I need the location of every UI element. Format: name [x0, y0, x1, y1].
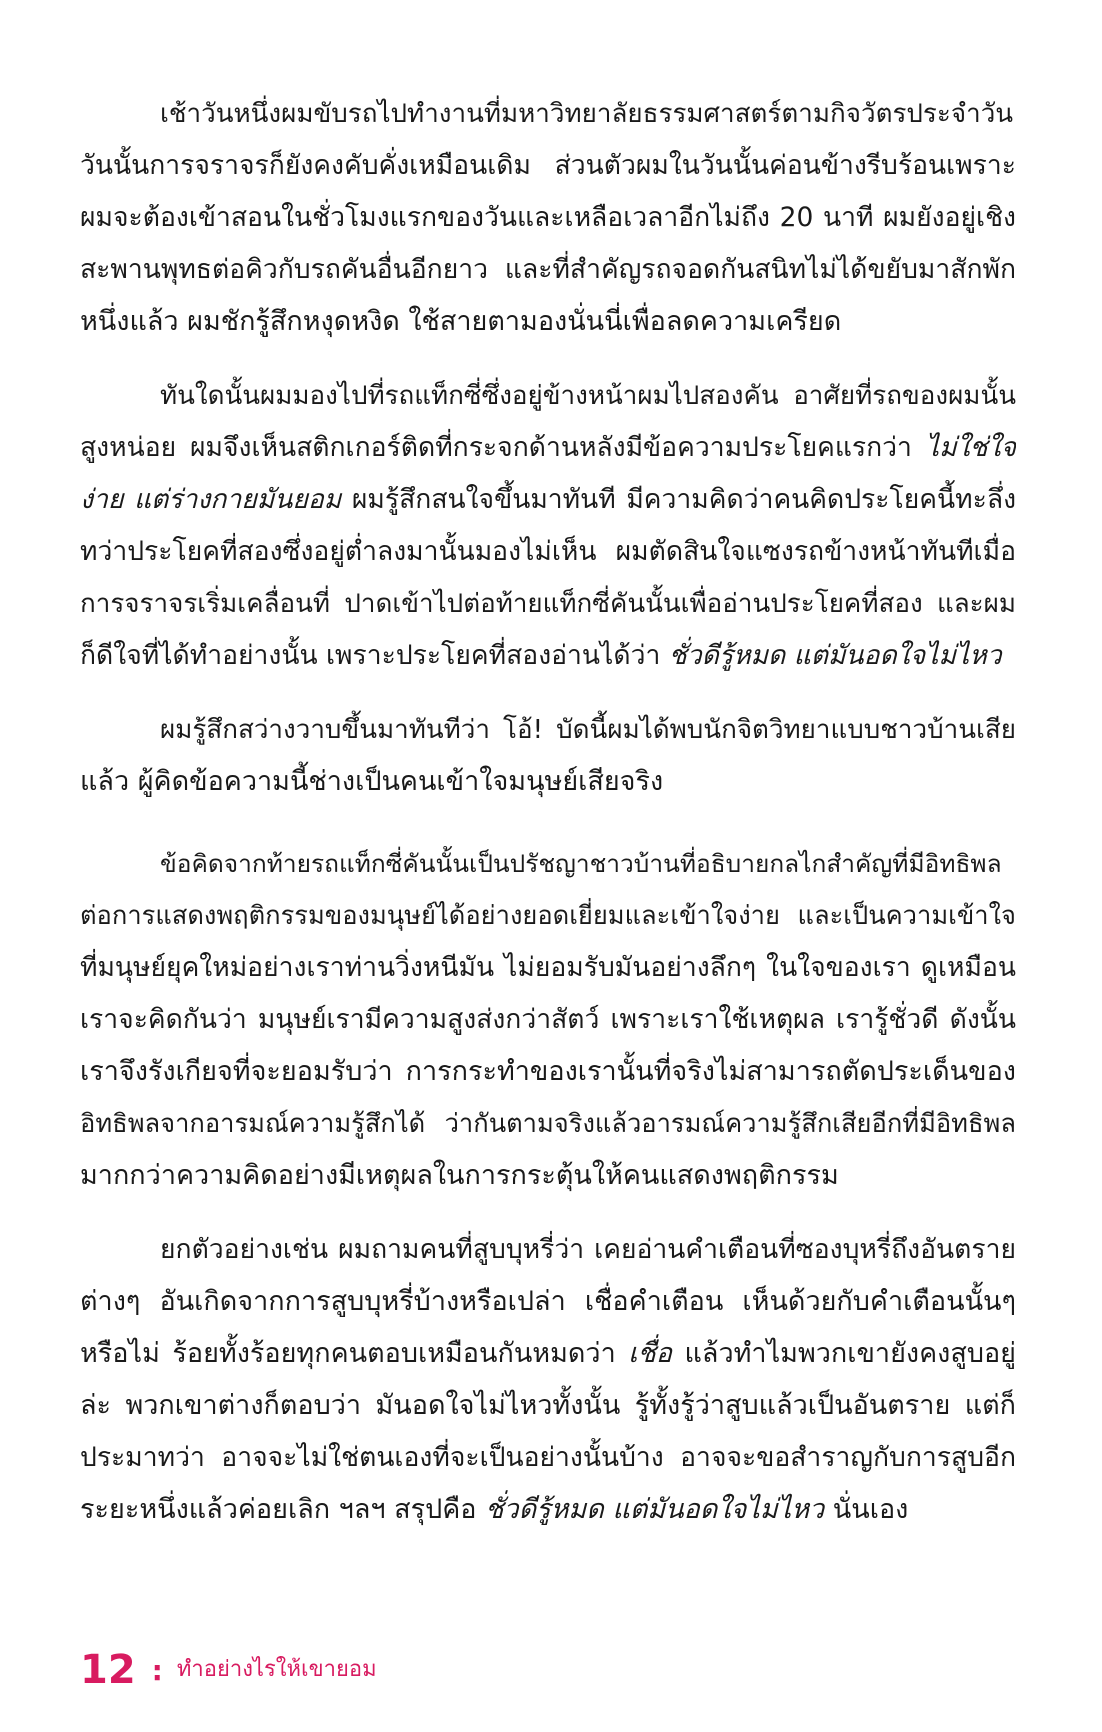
text-segment: ยกตัวอย่างเช่น ผมถามคนที่สูบบุหรี่ว่า เคยอ่านคำเตือนที่ซองบุหรี่ถึงอันตราย — [160, 1234, 1016, 1265]
emphasis-text: ง่าย แต่ร่างกายมันยอม — [80, 484, 342, 515]
text-segment: เราจะคิดกันว่า มนุษย์เรามีความสูงส่งกว่าสัตว์ เพราะเราใช้เหตุผล เรารู้ชั่วดี ดังนั้น — [80, 1004, 1016, 1035]
footer-separator: : — [151, 1653, 163, 1687]
text-line — [80, 1432, 1016, 1484]
text-segment: ทันใดนั้นผมมองไปที่รถแท็กซี่ซึ่งอยู่ข้างหน้าผมไปสองคัน อาศัยที่รถของผมนั้น — [160, 381, 1016, 411]
text-line — [80, 140, 1016, 192]
text-line — [80, 422, 1016, 474]
text-segment: ประมาทว่า อาจจะไม่ใช่ตนเองที่จะเป็นอย่างนั้นบ้าง อาจจะขอสำราญกับการสูบอีก — [80, 1442, 1016, 1473]
text-segment: นั่นเอง — [824, 1494, 909, 1525]
text-segment: ที่มนุษย์ยุคใหม่อย่างเราท่านวิ่งหนีมัน ไม่ยอมรับมันอย่างลึกๆ ในใจของเรา ดูเหมือน — [80, 952, 1016, 983]
text-segment: แล้วทำไมพวกเขายังคงสูบอยู่ — [672, 1338, 1016, 1369]
text-line — [80, 88, 1016, 140]
emphasis-text: ชั่วดีรู้หมด แต่มันอดใจไม่ไหว — [485, 1494, 825, 1525]
text-segment: ผมรู้สึกสนใจขึ้นมาทันที มีความคิดว่าคนคิดประโยคนี้ทะลึ่ง — [341, 484, 1016, 515]
text-line — [80, 1380, 1016, 1432]
text-segment: เช้าวันหนึ่งผมขับรถไปทำงานที่มหาวิทยาลัยธรรมศาสตร์ตามกิจวัตรประจำวัน — [160, 99, 1014, 129]
emphasis-text: ชั่วดีรู้หมด แต่มันอดใจไม่ไหว — [668, 640, 1002, 671]
paragraph — [80, 838, 1016, 1202]
text-segment: ต่อการแสดงพฤติกรรมของมนุษย์ได้อย่างยอดเยี่ยมและเข้าใจง่าย และเป็นความเข้าใจ — [80, 901, 1016, 931]
text-segment: สะพานพุทธต่อคิวกับรถคันอื่นอีกยาว และที่สำคัญรถจอดกันสนิทไม่ได้ขยับมาสักพัก — [80, 254, 1016, 285]
text-segment: ระยะหนึ่งแล้วค่อยเลิก ฯลฯ สรุปคือ — [80, 1494, 486, 1525]
page-footer — [80, 1640, 377, 1700]
text-segment: ข้อคิดจากท้ายรถแท็กซี่คันนั้นเป็นปรัชญาชาวบ้านที่อธิบายกลไกสำคัญที่มีอิทธิพล — [160, 849, 1002, 878]
paragraph — [80, 88, 1016, 348]
text-line — [80, 526, 1016, 578]
text-segment: ผมรู้สึกสว่างวาบขึ้นมาทันทีว่า โอ้! บัดนี้ผมได้พบนักจิตวิทยาแบบชาวบ้านเสีย — [160, 715, 1016, 745]
paragraph — [80, 1224, 1016, 1536]
text-segment: มากกว่าความคิดอย่างมีเหตุผลในการกระตุ้นให้คนแสดงพฤติกรรม — [80, 1160, 839, 1191]
text-line — [80, 1484, 1016, 1536]
text-line — [80, 296, 1016, 348]
text-segment: แล้ว ผู้คิดข้อความนี้ช่างเป็นคนเข้าใจมนุษย์เสียจริง — [80, 766, 664, 797]
text-segment: เราจึงรังเกียจที่จะยอมรับว่า การกระทำของเรานั้นที่จริงไม่สามารถตัดประเด็นของ — [80, 1056, 1016, 1087]
text-line — [80, 942, 1016, 994]
text-segment: ต่างๆ อันเกิดจากการสูบบุหรี่บ้างหรือเปล่า เชื่อคำเตือน เห็นด้วยกับคำเตือนนั้นๆ — [80, 1286, 1016, 1317]
text-line — [80, 578, 1016, 630]
text-line — [80, 192, 1016, 244]
text-segment: การจราจรเริ่มเคลื่อนที่ ปาดเข้าไปต่อท้ายแท็กซี่คันนั้นเพื่ออ่านประโยคที่สอง และผม — [80, 589, 1016, 619]
page-number: 12 — [80, 1647, 136, 1693]
text-line — [80, 994, 1016, 1046]
text-line — [80, 1224, 1016, 1276]
text-line — [80, 244, 1016, 296]
emphasis-text: ไม่ใช่ใจ — [925, 432, 1016, 463]
text-line — [80, 704, 1016, 756]
text-line — [80, 370, 1016, 422]
text-line — [80, 1276, 1016, 1328]
paragraph — [80, 704, 1016, 808]
paragraph — [80, 370, 1016, 682]
text-line — [80, 1150, 1016, 1202]
book-title: ทำอย่างไรให้เขายอม — [176, 1657, 377, 1682]
text-segment: ผมจะต้องเข้าสอนในชั่วโมงแรกของวันและเหลือเวลาอีกไม่ถึง 20 นาที ผมยังอยู่เชิง — [80, 202, 1016, 233]
text-line — [80, 1046, 1016, 1098]
text-segment: อิทธิพลจากอารมณ์ความรู้สึกได้ ว่ากันตามจริงแล้วอารมณ์ความรู้สึกเสียอีกที่มีอิทธิพล — [80, 1109, 1016, 1139]
text-segment: ล่ะ พวกเขาต่างก็ตอบว่า มันอดใจไม่ไหวทั้งนั้น รู้ทั้งรู้ว่าสูบแล้วเป็นอันตราย แต่ก็ — [80, 1390, 1016, 1421]
text-segment: ก็ดีใจที่ได้ทำอย่างนั้น เพราะประโยคที่สองอ่านได้ว่า — [80, 640, 669, 671]
text-segment: หรือไม่ ร้อยทั้งร้อยทุกคนตอบเหมือนกันหมดว่า — [80, 1338, 629, 1369]
text-line — [80, 756, 1016, 808]
text-segment: หนึ่งแล้ว ผมชักรู้สึกหงุดหงิด ใช้สายตามองนั่นนี่เพื่อลดความเครียด — [80, 306, 842, 337]
text-segment: ทว่าประโยคที่สองซึ่งอยู่ต่ำลงมานั้นมองไม่เห็น ผมตัดสินใจแซงรถข้างหน้าทันทีเมื่อ — [80, 536, 1016, 567]
text-line — [80, 890, 1016, 942]
text-line — [80, 1328, 1016, 1380]
text-line — [80, 630, 1016, 682]
text-segment: สูงหน่อย ผมจึงเห็นสติกเกอร์ติดที่กระจกด้านหลังมีข้อความประโยคแรกว่า — [80, 432, 926, 463]
text-segment: วันนั้นการจราจรก็ยังคงคับคั่งเหมือนเดิม ส่วนตัวผมในวันนั้นค่อนข้างรีบร้อนเพราะ — [80, 150, 1016, 181]
text-line — [80, 474, 1016, 526]
body-text — [80, 88, 1016, 1558]
text-line — [80, 1098, 1016, 1150]
emphasis-text: เชื่อ — [628, 1338, 673, 1369]
text-line — [80, 838, 1016, 890]
